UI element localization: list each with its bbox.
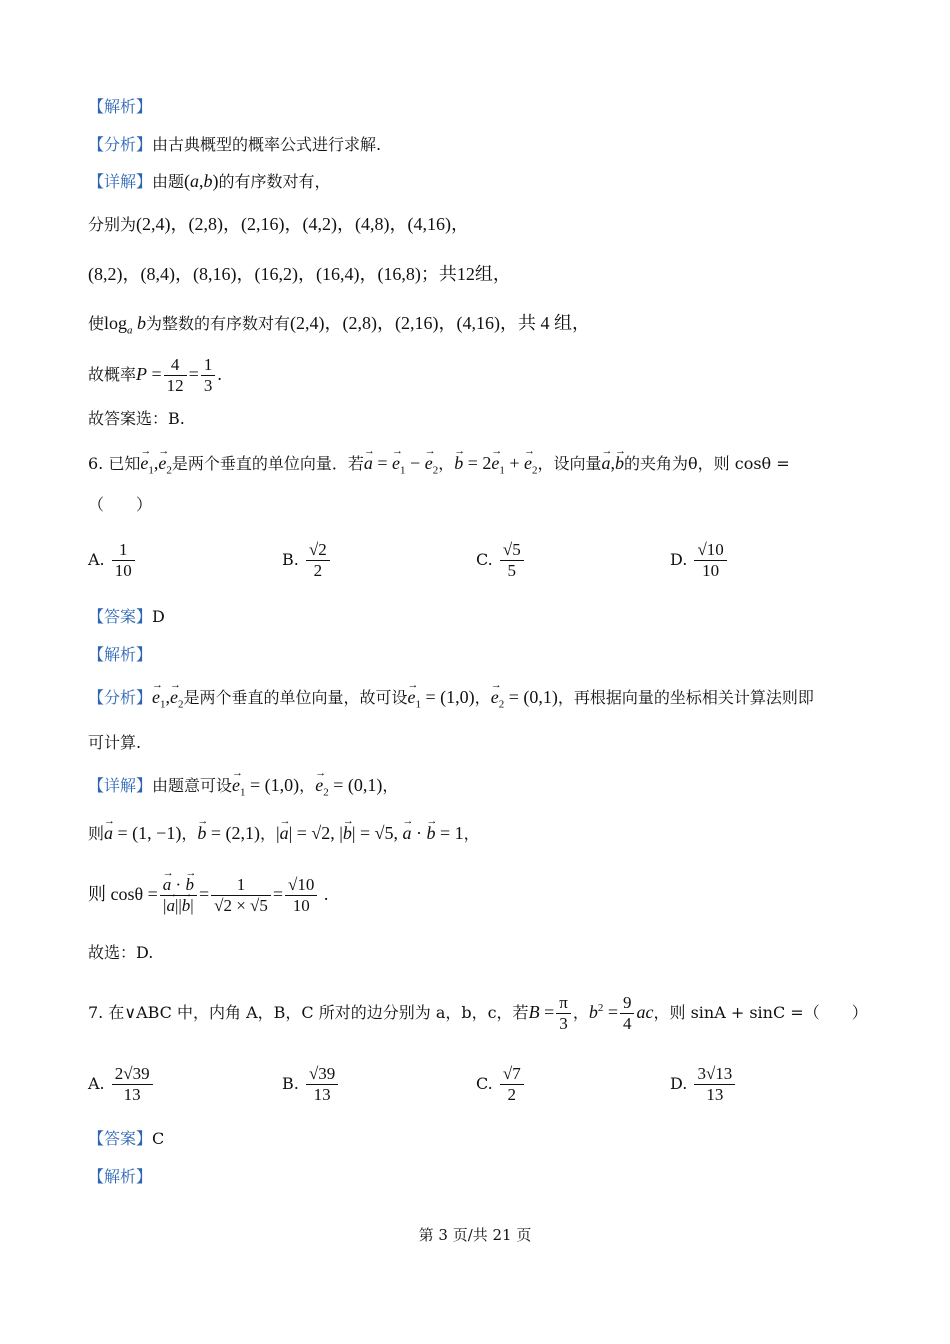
q6-option-c: C. $\frac{√5}{5}$ (476, 538, 526, 582)
q7-stem-text: 7. 在∨ABC 中，内角 A，B，C 所对的边分别为 a，b，c，若 (88, 1003, 529, 1022)
q6-vec-b: → $b = 2\to e_1$ + → $e_2$ (454, 453, 537, 473)
q7-frac-b2: $\frac{9}{4}$ (620, 993, 635, 1034)
q5-frac2: $\frac{1}{3}$ (201, 355, 216, 396)
q7-answer-value: C (152, 1129, 165, 1148)
q6-stem: 6. 已知→ $e_1,\to e_2$是两个垂直的单位向量．若→ a = → $e_1$ − → $e_2$，→ $b = 2\to e_1$ + → $e_2$，设向量→ a,→ b的夹角为θ，则 cosθ = (88, 452, 790, 482)
q5-log-line (88, 312, 590, 342)
q6-method-b: ，再根据向量的坐标相关计算法则即 (557, 688, 814, 707)
q7-option-c: C. $\frac{√7}{2}$ (476, 1062, 526, 1106)
q6-stem-tail: ，设向量 (537, 454, 602, 473)
q5-pairs-prefix: 分别为 (88, 215, 137, 234)
q5-conclusion: 故答案选：B. (88, 409, 185, 428)
q6-option-b: B. $\frac{√2}{2}$ (282, 538, 332, 582)
q7-option-d: D. $\frac{3√13}{13}$ (670, 1062, 737, 1106)
q7-answer (88, 1128, 164, 1150)
q6-method-tag: 【分析】 (88, 688, 153, 707)
q5-ab-pair: (a,b) (184, 171, 219, 191)
q5-pairs-list2: (8,2)，(8,4)，(8,16)，(16,2)，(16,4)，(16,8)；共12组， (88, 264, 511, 284)
q6-method: 【分析】→ $e_1,\to e_2$是两个垂直的单位向量，故可设→ $e_1 = (1,0)$，→ $e_2 = (0,1)$，再根据向量的坐标相关计算法则即 (88, 686, 814, 716)
q5-detail (88, 170, 331, 193)
q6-method-a: 是两个垂直的单位向量，故可设 (183, 688, 408, 707)
q6-detail-tag: 【详解】 (88, 776, 153, 795)
q6-answer (88, 606, 165, 628)
q6-answer-value: D (152, 607, 165, 626)
q6-e1e2: → $e_1,\to e_2$ (140, 453, 172, 473)
q5-pairs-row1 (88, 213, 469, 236)
q7-stem-end: ，则 sinA + sinC =（ ） (653, 1003, 868, 1022)
q7-frac-b: $\frac{\pi}{3}$ (556, 993, 571, 1034)
q5-detail-post: 的有序数对有， (218, 172, 331, 191)
q7-option-a: A. $\frac{2√39}{13}$ (88, 1062, 155, 1106)
q5-pairs-row2 (88, 263, 511, 286)
q5-detail-pre: 由题 (152, 172, 185, 191)
q5-prob-line: 故概率P = $\frac{4}{12}$ = $\frac{1}{3}$ . (88, 355, 222, 395)
page-footer: 第 3 页/共 21 页 (418, 1226, 532, 1244)
q7-answer-tag: 【答案】 (88, 1129, 153, 1148)
q6-vec-a: → a = → $e_1$ − → $e_2$ (364, 453, 438, 473)
q6-stem-end: 的夹角为θ，则 cosθ = (624, 454, 790, 473)
q6-cos-frac1: → $\frac{a \cdot \to b}{|\to a||\to b|}$ (160, 875, 197, 916)
q6-method-c: 可计算. (88, 733, 142, 752)
analysis-tag: 【解析】 (88, 97, 153, 116)
q6-option-d: D. $\frac{√10}{10}$ (670, 538, 729, 582)
q5-prob-p: P = (136, 364, 162, 384)
detail-tag: 【详解】 (88, 172, 153, 191)
q6-then1: 则→ a = (1, −1)，→ b = (2,1)，|→ a| = √2, |→ b| = √5, → a · → b = 1， (88, 822, 480, 845)
method-tag: 【分析】 (88, 135, 153, 154)
q6-analysis-tag: 【解析】 (88, 645, 153, 664)
answer-tag: 【答案】 (88, 607, 153, 626)
q6-cos-frac3: $\frac{√10}{10}$ (285, 875, 317, 916)
q5-pairs-list1: (2,4)，(2,8)，(2,16)，(4,2)，(4,8)，(4,16)， (136, 214, 469, 234)
q7-option-b: B. $\frac{√39}{13}$ (282, 1062, 340, 1106)
q5-prob-pre: 故概率 (88, 365, 137, 384)
q6-then2: 则 cosθ = → $\frac{a \cdot \to b}{|\to a||\to b|}$ = $\frac{1}{√2 \times √5}$ = $\frac{√10}{10}$ . (88, 866, 328, 923)
q6-detail: 【详解】由题意可设→ $e_1 = (1,0)$，→ $e_2 = (0,1)$， (88, 774, 398, 804)
q5-log-pairs: (2,4)，(2,8)，(2,16)，(4,16)，共 4 组， (290, 313, 590, 333)
q6-stem-mid: 是两个垂直的单位向量．若 (171, 454, 364, 473)
q5-frac1: $\frac{4}{12}$ (164, 355, 187, 396)
q5-log-pre: 使 (88, 314, 105, 333)
q6-stem-pre: 6. 已知 (88, 454, 141, 473)
q7-stem: 7. 在∨ABC 中，内角 A，B，C 所对的边分别为 a，b，c，若B = $\frac{\pi}{3}$ ，$b^2$ = $\frac{9}{4}$ ac，则 sinA + sinC =（ ） (88, 993, 868, 1033)
q5-log-expr: $\log_a b$ (104, 313, 147, 337)
q6-cos-frac2: $\frac{1}{√2 \times √5}$ (211, 875, 271, 916)
q6-detail-text: 由题意可设 (152, 776, 233, 795)
q5-method-text: 由古典概型的概率公式进行求解. (152, 135, 382, 154)
q6-conclusion: 故选：D. (88, 943, 154, 962)
q5-method (88, 134, 381, 156)
q6-paren: （ ） (88, 495, 153, 514)
q6-option-a: A. $\frac{1}{10}$ (88, 538, 137, 582)
q5-log-mid: 为整数的有序数对有 (146, 314, 291, 333)
q6-ab: → a,→ b (602, 453, 625, 473)
q7-analysis-tag: 【解析】 (88, 1167, 153, 1186)
